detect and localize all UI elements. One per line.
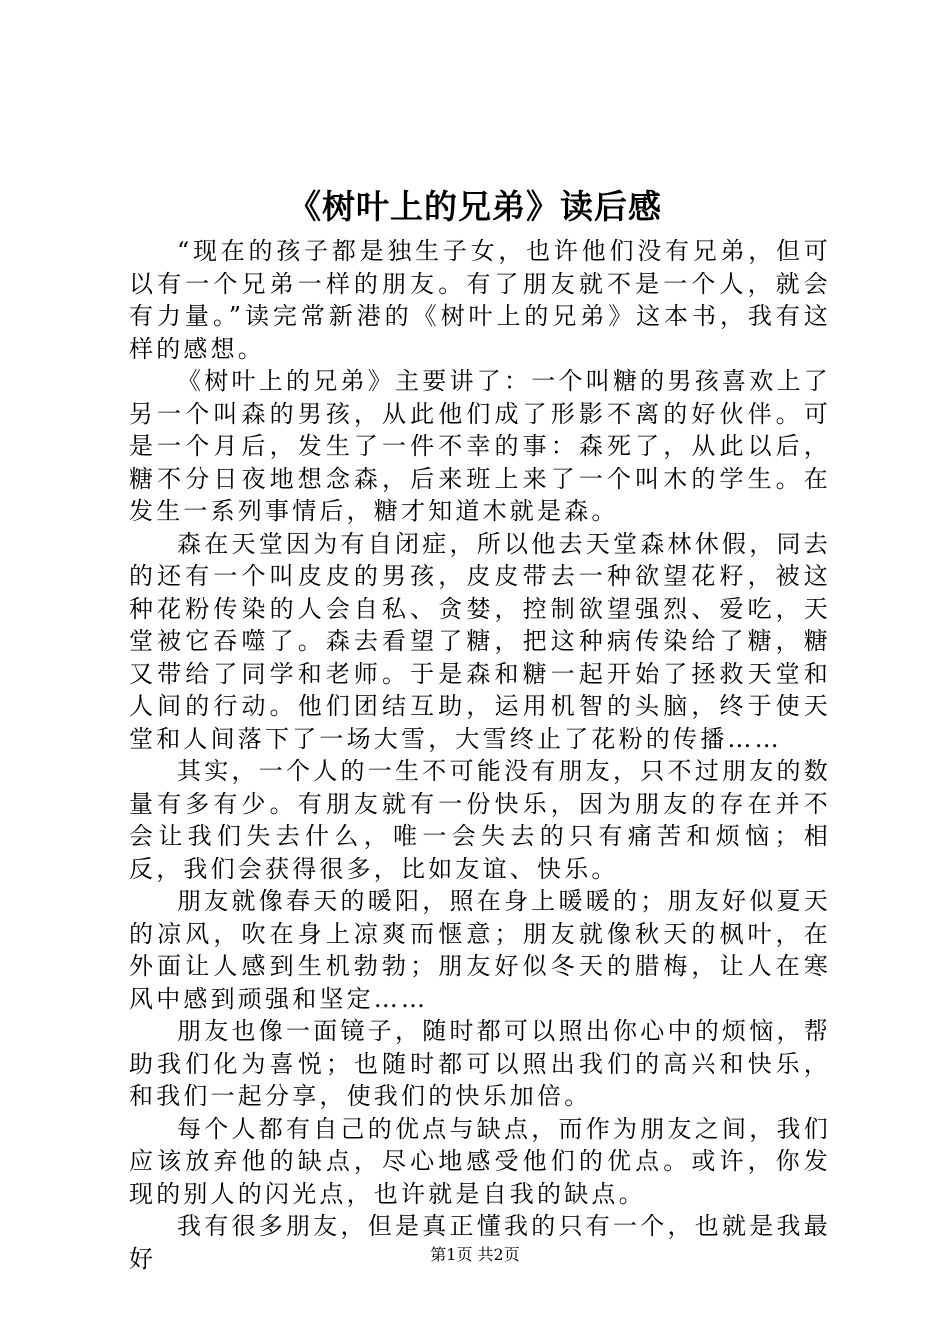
- document-title: 《树叶上的兄弟》读后感: [288, 187, 662, 226]
- document-body: [129, 235, 831, 1275]
- page-number-footer: 第1页 共2页: [430, 1245, 520, 1264]
- paragraph: 我有很多朋友，但是真正懂我的只有一个，也就是我最好: [129, 1212, 831, 1273]
- paragraph: 森在天堂因为有自闭症，所以他去天堂森林休假，同去的还有一个叫皮皮的男孩，皮皮带去一种欲望花籽，被这种花粉传染的人会自私、贪婪，控制欲望强烈、爱吃，天堂被它吞噬了。森去看望了糖，把这种病传染给了糖，糖又带给了同学和老师。于是森和糖一起开始了拯救天堂和人间的行动。他们团结互助，运用机智的头脑，终于使天堂和人间落下了一场大雪，大雪终止了花粉的传播……: [129, 529, 831, 753]
- paragraph: 朋友就像春天的暖阳，照在身上暖暖的；朋友好似夏天的凉风，吹在身上凉爽而惬意；朋友就像秋天的枫叶，在外面让人感到生机勃勃；朋友好似冬天的腊梅，让人在寒风中感到顽强和坚定……: [129, 887, 831, 1013]
- paragraph: 《树叶上的兄弟》主要讲了：一个叫糖的男孩喜欢上了另一个叫森的男孩，从此他们成了形影不离的好伙伴。可是一个月后，发生了一件不幸的事：森死了，从此以后，糖不分日夜地想念森，后来班上来了一个叫木的学生。在发生一系列事情后，糖才知道木就是森。: [129, 367, 831, 525]
- paragraph: 朋友也像一面镜子，随时都可以照出你心中的烦恼，帮助我们化为喜悦；也随时都可以照出我们的高兴和快乐，和我们一起分享，使我们的快乐加倍。: [129, 1017, 831, 1110]
- paragraph: “现在的孩子都是独生子女，也许他们没有兄弟，但可以有一个兄弟一样的朋友。有了朋友就不是一个人，就会有力量。”读完常新港的《树叶上的兄弟》这本书，我有这样的感想。: [129, 237, 831, 363]
- paragraph: 其实，一个人的一生不可能没有朋友，只不过朋友的数量有多有少。有朋友就有一份快乐，因为朋友的存在并不会让我们失去什么，唯一会失去的只有痛苦和烦恼；相反，我们会获得很多，比如友谊、快乐。: [129, 757, 831, 883]
- paragraph: 每个人都有自己的优点与缺点，而作为朋友之间，我们应该放弃他的缺点，尽心地感受他们的优点。或许，你发现的别人的闪光点，也许就是自我的缺点。: [129, 1114, 831, 1208]
